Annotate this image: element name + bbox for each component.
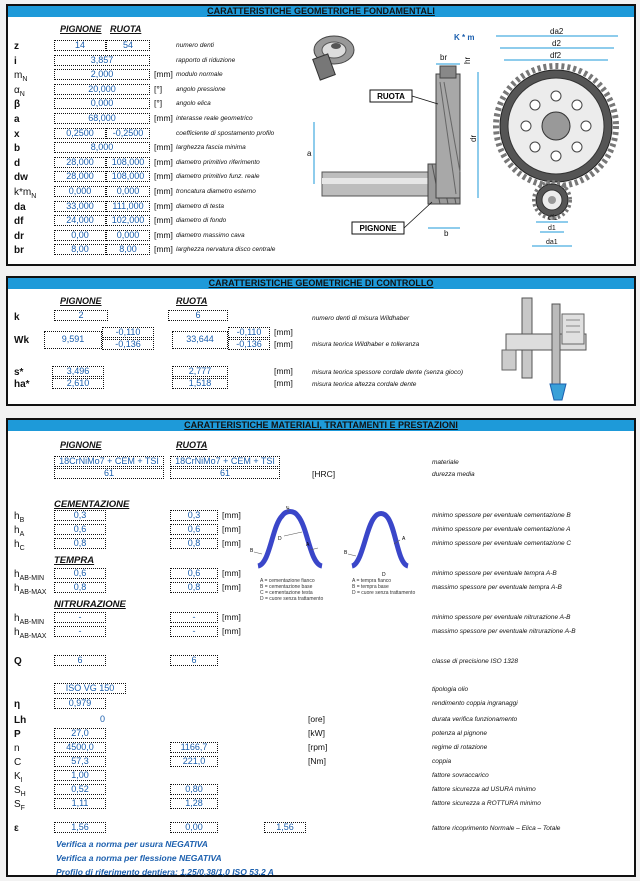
wk-pignone-tol-lower: -0,136 [102,339,154,350]
wk-ruota-tol-upper: -0,110 [228,327,270,338]
row-1-value: 3,857 [54,55,150,66]
sh-symbol: $S_H$ [14,785,26,798]
sh-pignone: 0,52 [54,784,106,795]
row-3-desc: angolo pressione [176,85,226,93]
row-8-unit: [mm] [154,156,173,167]
dim-a: a [307,149,312,158]
hc-unit: [mm] [222,538,241,548]
hc-ruota: 0,8 [170,538,218,549]
verdict-usura: Verifica a norma per usura NEGATIVA [56,839,208,849]
dim-b: b [444,229,449,238]
ki-desc: fattore sovraccarico [432,772,489,779]
cem-note-b: B = cementazione base [260,584,313,590]
c-desc: coppia [432,758,452,765]
eps-desc: fattore ricoprimento Normale – Elica – Totale [432,825,561,832]
wk-desc: misura teorica Wildhaber e tolleranza [312,341,420,348]
n-unit: [rpm] [308,742,328,752]
c-symbol: C [14,757,22,768]
row-9-ruota: 108,000 [106,171,150,182]
wheel-front-view [496,66,616,186]
c-pignone: 57,3 [54,756,106,767]
materiale-pignone: 18CrNiMo7 + CEM + TSI [54,456,164,467]
row-6-ruota: -0,2500 [106,128,150,139]
wk-pignone: 9,591 [44,331,102,349]
col-head-pignone: PIGNONE [60,440,102,450]
c-unit: [Nm] [308,756,326,766]
ha-ruota: 1,518 [172,378,228,389]
panel-materials [6,418,636,877]
col-head-ruota: RUOTA [110,24,142,34]
durezza-ruota: 61 [170,468,280,479]
dim-d1: d1 [548,225,556,232]
wk-ruota: 33,644 [172,331,228,349]
lh-desc: durata verifica funzionamento [432,716,518,723]
eta-value: 0,979 [54,698,106,709]
row-4-unit: [°] [154,98,163,109]
habmax-desc: massimo spessore per eventuale tempra A-B [432,584,562,591]
row-2-desc: modulo normale [176,71,223,79]
sf-pignone: 1,11 [54,798,106,809]
ruota-label: RUOTA [377,92,405,101]
row-2-unit: [mm] [154,69,173,80]
hc-desc: minimo spessore per eventuale cementazione C [432,540,572,547]
ki-symbol: $K_I$ [14,771,23,784]
nabmax-unit: [mm] [222,626,241,636]
nabmin-unit: [mm] [222,612,241,622]
p-symbol: P [14,729,21,740]
habmin-pignone: 0,6 [54,568,106,579]
habmax-ruota: 0,8 [170,582,218,593]
durezza-desc: durezza media [432,471,475,478]
row-13-desc: diametro massimo cava [176,231,245,239]
head-cementazione: CEMENTAZIONE [54,499,130,510]
sf-desc: fattore sicurezza a ROTTURA minimo [432,800,541,807]
dim-dr: dr [469,134,478,142]
q-ruota: 6 [170,655,218,666]
p-unit: [kW] [308,728,325,738]
cem-note-c: C = cementazione testa [260,590,313,596]
head-nitrurazione: NITRURAZIONE [54,599,126,610]
sf-symbol: $S_F$ [14,799,25,812]
eps-symbol: ε [14,823,19,834]
row-5-symbol: a [14,114,20,125]
panel-fundamental-geometry [6,4,636,266]
row-14-desc: larghezza nervatura disco centrale [176,246,276,254]
eta-symbol: η [14,699,21,710]
row-5-desc: interasse reale geometrico [176,115,253,122]
wk-ruota-tol-lower: -0,136 [228,339,270,350]
row-0-symbol: z [14,41,19,52]
svg-text:A: A [306,542,310,548]
row-11-pignone: 33,000 [54,201,106,212]
row-2-symbol: $m_N$ [14,70,28,84]
row-13-symbol: dr [14,230,24,242]
row-14-unit: [mm] [154,244,173,255]
svg-text:B: B [250,548,254,554]
ha-desc: minimo spessore per eventuale cementazione A [432,526,571,533]
sh-ruota: 0,80 [170,784,218,795]
row-12-unit: [mm] [154,215,173,226]
k-label: k [14,312,20,323]
habmin-desc: minimo spessore per eventuale tempra A-B [432,570,557,577]
row-14-symbol: br [14,245,24,257]
q-symbol: Q [14,656,22,667]
svg-text:B: B [344,550,348,556]
row-9-symbol: dw [14,172,28,184]
verdict-flessione: Verifica a norma per flessione NEGATIVA [56,853,222,863]
row-13-pignone: 0,00 [54,230,106,241]
wk-label: Wk [14,335,29,346]
n-pignone: 4500,0 [54,742,106,753]
durezza-unit: [HRC] [312,469,336,479]
tem-note-d: D = cuore senza trattamento [352,590,416,596]
row-8-symbol: d [14,157,21,169]
row-12-symbol: df [14,216,24,228]
nabmax-ruota: - [170,626,218,637]
dim-br: br [440,53,448,62]
habmax-pignone: 0,8 [54,582,106,593]
col-head-ruota: RUOTA [176,296,208,306]
section-title: CARATTERISTICHE GEOMETRICHE DI CONTROLLO [8,278,634,289]
wk-pignone-tol-upper: -0,110 [102,327,154,338]
s-ruota: 2,777 [172,366,228,377]
row-9-pignone: 28,000 [54,171,106,182]
n-desc: regime di rotazione [432,744,488,751]
nabmin-symbol: $h_{AB-MIN}$ [14,613,45,626]
eps-elica: 0,00 [170,822,218,833]
row-0-pignone: 14 [54,40,106,51]
q-pignone: 6 [54,655,106,666]
ha-symbol: $h_A$ [14,525,25,538]
row-9-desc: diametro primitivo funz. reale [176,173,260,181]
nabmin-ruota: - [170,612,218,623]
row-0-desc: numero denti [176,42,214,49]
sh-desc: fattore sicurezza ad USURA minimo [432,786,536,793]
head-tempra: TEMPRA [54,555,95,566]
caliper-figure [496,294,616,404]
hb-symbol: $h_B$ [14,511,25,524]
row-11-symbol: da [14,201,26,213]
k-desc: numero denti di misura Wildhaber [312,315,410,322]
row-10-ruota: 0,000 [106,186,150,197]
row-10-desc: troncatura diametro esterno [176,188,256,195]
svg-text:C: C [286,506,290,511]
gear-assembly-figure [304,22,634,262]
n-symbol: n [14,743,20,754]
habmin-unit: [mm] [222,568,241,578]
n-ruota: 1166,7 [170,742,218,753]
row-2-value: 2,000 [54,69,150,80]
col-head-pignone: PIGNONE [60,24,102,34]
ha-ruota: 0,6 [170,524,218,535]
habmax-unit: [mm] [222,582,241,592]
row-0-ruota: 54 [106,40,150,51]
hb-unit: [mm] [222,510,241,520]
row-12-ruota: 102,000 [106,215,150,226]
row-4-symbol: β [14,99,21,111]
ha-unit: [mm] [222,524,241,534]
materiale-ruota: 18CrNiMo7 + CEM + TSI [170,456,280,467]
panel-control-geometry [6,276,636,406]
ha-label: ha* [14,379,30,390]
s-pignone: 3,496 [52,366,104,377]
col-head-pignone: PIGNONE [60,296,102,306]
q-desc: classe di precisione ISO 1328 [432,658,518,665]
hb-ruota: 0,3 [170,510,218,521]
s-label: s* [14,367,24,378]
dim-df1: df1 [548,215,558,222]
row-5-unit: [mm] [154,113,173,123]
s-unit: [mm] [274,366,293,376]
nabmax-symbol: $h_{AB-MAX}$ [14,627,47,640]
cem-note-a: A = cementazione fianco [260,578,315,584]
sf-ruota: 1,28 [170,798,218,809]
habmin-symbol: $h_{AB-MIN}$ [14,569,45,582]
ha-unit: [mm] [274,378,293,388]
gear-thumbnail [313,36,354,80]
dim-da2: da2 [550,27,564,36]
olio-desc: tipologia olio [432,686,469,693]
eta-desc: rendimento coppia ingranaggi [432,700,518,707]
p-desc: potenza al pignone [432,730,487,737]
durezza-pignone: 61 [54,468,164,479]
lh-unit: [ore] [308,714,326,724]
hb-desc: minimo spessore per eventuale cementazione B [432,512,571,519]
cem-note-d: D = cuore senza trattamento [260,596,324,602]
row-1-symbol: i [14,55,17,67]
row-8-ruota: 108,000 [106,157,150,168]
row-12-pignone: 24,000 [54,215,106,226]
row-3-symbol: $\alpha_N$ [14,84,25,98]
row-8-pignone: 28,000 [54,157,106,168]
eps-normale: 1,56 [54,822,106,833]
c-ruota: 221,0 [170,756,218,767]
row-9-unit: [mm] [154,171,173,182]
section-title: CARATTERISTICHE MATERIALI, TRATTAMENTI E PRESTAZIONI [8,420,634,431]
nabmin-desc: minimo spessore per eventuale nitrurazione A-B [432,614,571,621]
row-14-ruota: 8,00 [106,244,150,255]
dim-k-m: K * m [454,33,475,42]
section-title: CARATTERISTICHE GEOMETRICHE FONDAMENTALI [8,6,634,17]
materiale-desc: materiale [432,459,459,466]
row-8-desc: diametro primitivo riferimento [176,158,260,166]
k-ruota: 6 [168,310,228,321]
row-4-value: 0,000 [54,98,150,109]
row-7-symbol: b [14,143,21,155]
row-5-value: 68,000 [54,113,150,124]
row-6-desc: coefficiente di spostamento profilo [176,129,275,137]
lh-symbol: Lh [14,715,27,726]
dim-d2: d2 [552,39,561,48]
row-6-pignone: 0,2500 [54,128,106,139]
tem-note-b: B = tempra base [352,584,389,590]
nabmax-pignone: - [54,626,106,637]
ha-pignone: 2,610 [52,378,104,389]
row-10-symbol: $k*m_N$ [14,187,37,200]
row-1-desc: rapporto di riduzione [176,56,236,64]
row-13-ruota: 0,000 [106,230,150,241]
row-7-desc: larghezza fascia minima [176,144,246,152]
row-13-unit: [mm] [154,229,173,240]
ha-pignone: 0,6 [54,524,106,535]
k-pignone: 2 [54,310,108,321]
hc-symbol: $h_C$ [14,539,25,552]
svg-text:A: A [402,536,406,542]
dim-da1: da1 [546,239,558,246]
nabmin-pignone: - [54,612,106,623]
hc-pignone: 0,8 [54,538,106,549]
row-11-unit: [mm] [154,200,173,211]
row-11-ruota: 111,000 [106,201,150,212]
ki-value: 1,00 [54,770,106,781]
olio-value: ISO VG 150 [54,683,126,694]
verdict-profilo: Profilo di riferimento dentiera: 1,25/0,38/1,0 ISO 53.2 A [56,867,274,877]
row-3-value: 20,000 [54,84,150,95]
tem-note-a: A = tempra fianco [352,578,392,584]
svg-text:D: D [278,536,282,542]
dim-hr: hr [463,56,472,64]
nabmax-desc: massimo spessore per eventuale nitrurazione A-B [432,628,576,635]
lh-value: 0 [99,714,105,724]
pignone-label: PIGNONE [359,224,397,233]
s-desc: misura teorica spessore cordale dente (senza gioco) [312,369,464,376]
ha-desc: misura teorica altezza cordale dente [312,381,417,388]
row-10-pignone: 0,000 [54,186,106,197]
wk-unit-2: [mm] [274,339,293,349]
wk-unit-1: [mm] [274,327,293,337]
row-3-unit: [°] [154,83,163,94]
row-4-desc: angolo elica [176,100,211,108]
habmax-symbol: $h_{AB-MAX}$ [14,583,47,596]
row-7-value: 8,000 [54,142,150,153]
row-6-symbol: x [14,128,20,140]
col-head-ruota: RUOTA [176,440,208,450]
row-7-unit: [mm] [154,142,173,153]
row-14-pignone: 8,00 [54,244,106,255]
hb-pignone: 0,3 [54,510,106,521]
habmin-ruota: 0,6 [170,568,218,579]
eps-totale: 1,56 [264,822,306,833]
row-11-desc: diametro di testa [176,202,225,210]
svg-text:D: D [382,572,386,578]
row-10-unit: [mm] [154,186,173,196]
p-value: 27,0 [54,728,106,739]
row-12-desc: diametro di fondo [176,217,227,225]
dim-df2: df2 [550,51,562,60]
